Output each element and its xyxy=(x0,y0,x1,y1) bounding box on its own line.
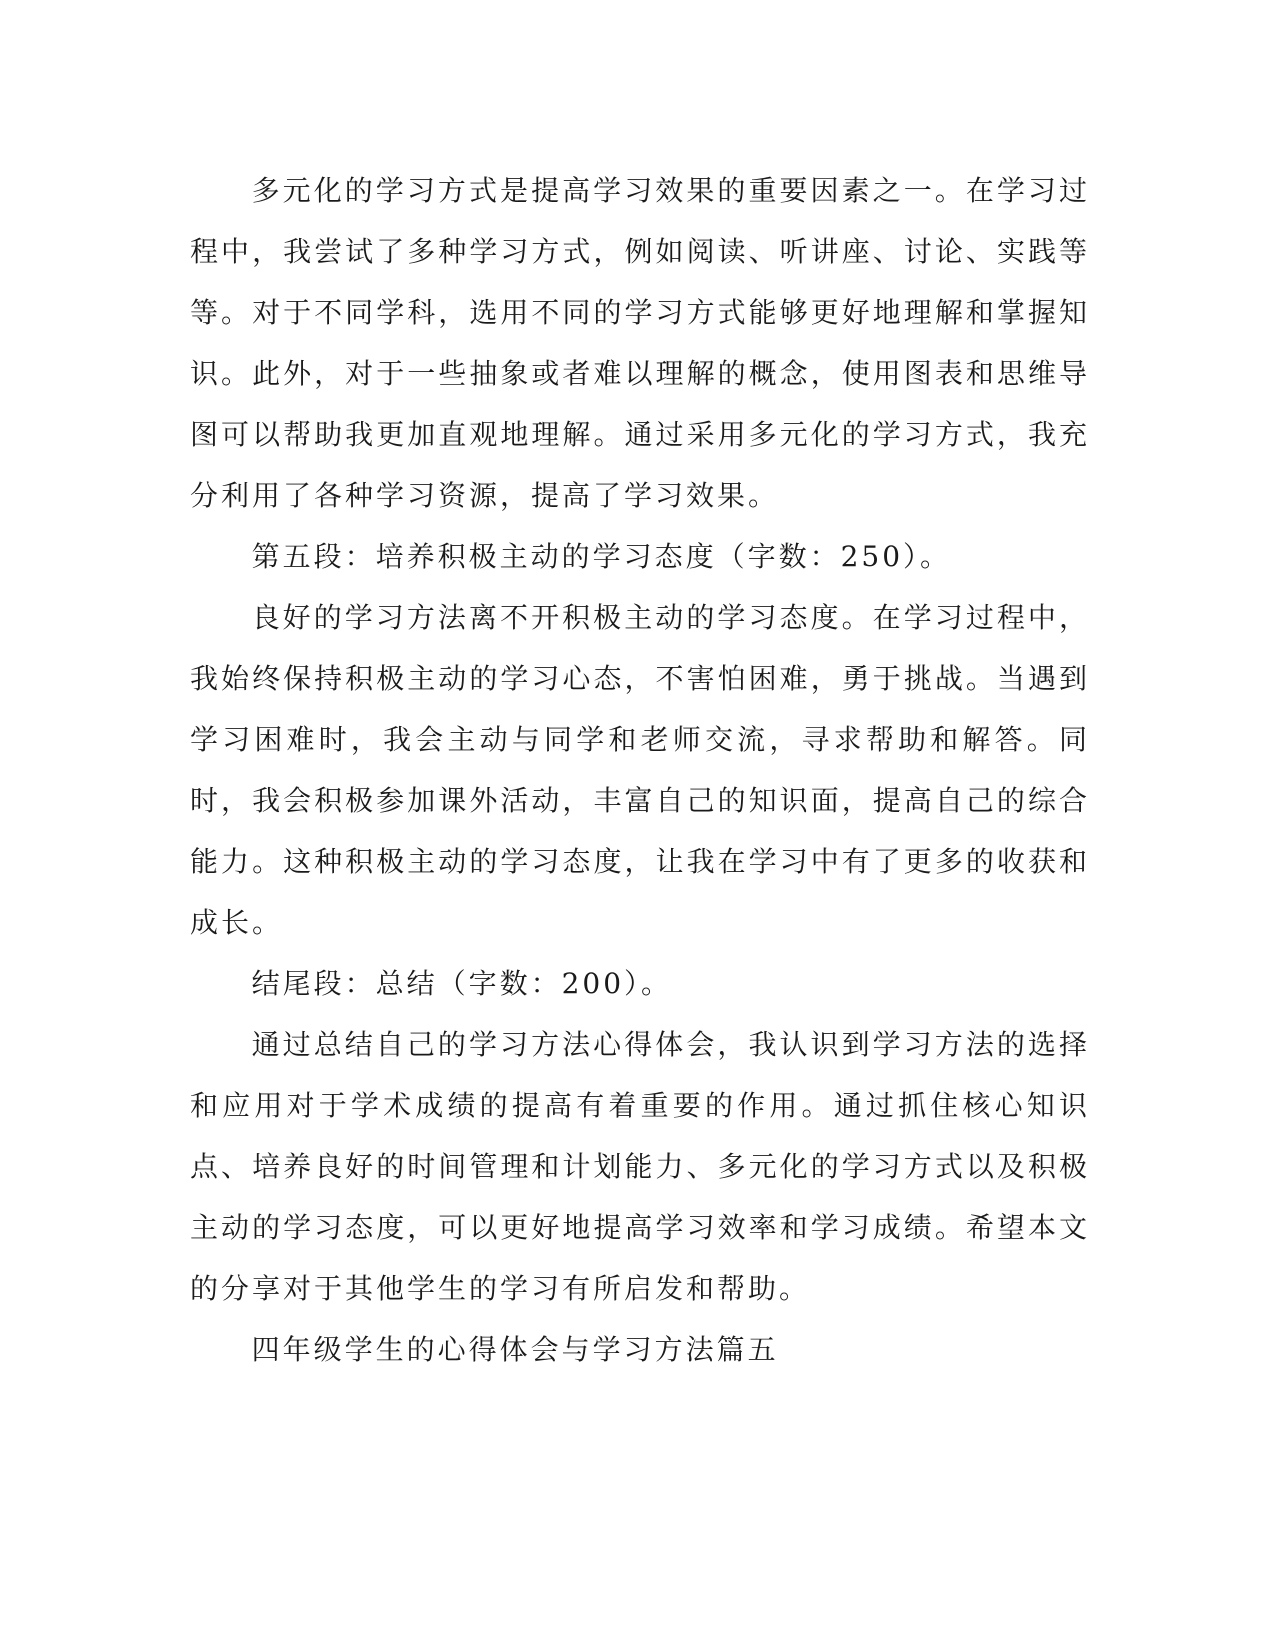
paragraph-active-attitude: 良好的学习方法离不开积极主动的学习态度。在学习过程中，我始终保持积极主动的学习心态，不害怕困难，勇于挑战。当遇到学习困难时，我会主动与同学和老师交流，寻求帮助和解答。同时，我会积极参加课外活动，丰富自己的知识面，提高自己的综合能力。这种积极主动的学习态度，让我在学习中有了更多的收获和成长。 xyxy=(190,601,1090,939)
section-heading-fifth: 第五段：培养积极主动的学习态度（字数：250）。 xyxy=(251,540,952,573)
paragraph-summary: 通过总结自己的学习方法心得体会，我认识到学习方法的选择和应用对于学术成绩的提高有着重要的作用。通过抓住核心知识点、培养良好的时间管理和计划能力、多元化的学习方式以及积极主动的学习态度，可以更好地提高学习效率和学习成绩。希望本文的分享对于其他学生的学习有所启发和帮助。 xyxy=(190,1028,1090,1305)
chapter-title-part-five: 四年级学生的心得体会与学习方法篇五 xyxy=(251,1333,779,1366)
paragraph-diverse-learning: 多元化的学习方式是提高学习效果的重要因素之一。在学习过程中，我尝试了多种学习方式，例如阅读、听讲座、讨论、实践等等。对于不同学科，选用不同的学习方式能够更好地理解和掌握知识。此外，对于一些抽象或者难以理解的概念，使用图表和思维导图可以帮助我更加直观地理解。通过采用多元化的学习方式，我充分利用了各种学习资源，提高了学习效果。 xyxy=(190,174,1090,512)
document-body xyxy=(190,160,1090,1380)
section-heading-conclusion: 结尾段：总结（字数：200）。 xyxy=(251,967,673,1000)
